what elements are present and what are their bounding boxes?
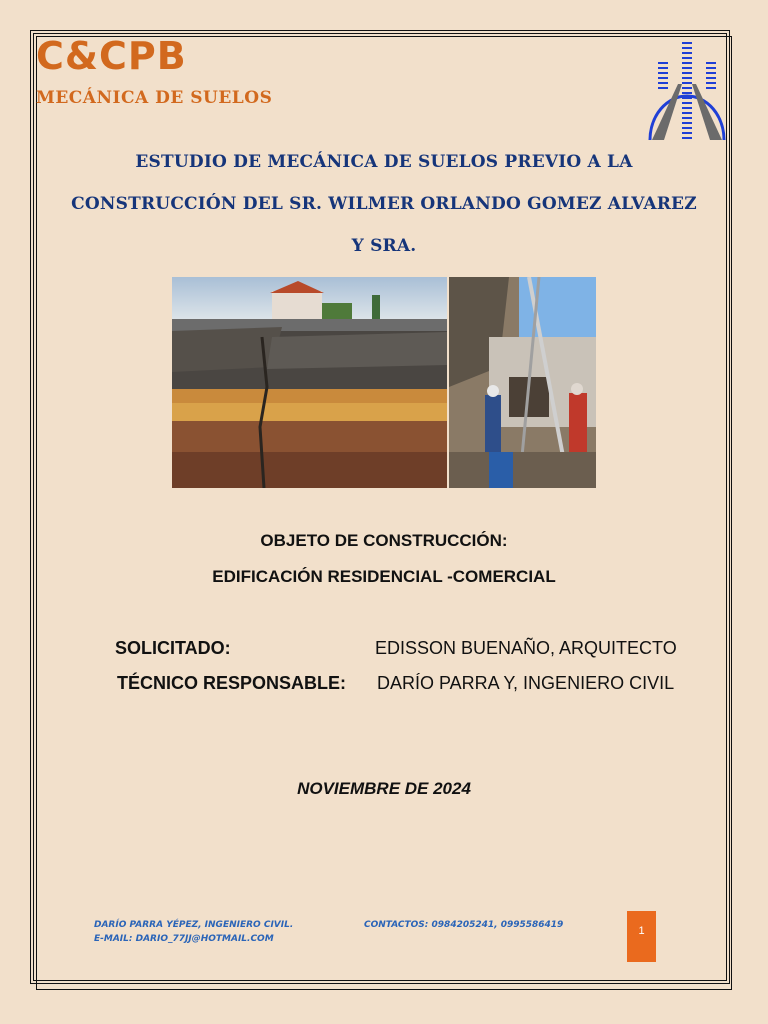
footer-author: DARÍO PARRA YÉPEZ, INGENIERO CIVIL. — [94, 920, 294, 930]
title-line-1: ESTUDIO DE MECÁNICA DE SUELOS PREVIO A LA — [135, 152, 633, 172]
drilling-rig-image — [449, 277, 596, 488]
page-border — [30, 30, 730, 984]
brand-name: C&CPB — [36, 34, 187, 78]
object-label: OBJETO DE CONSTRUCCIÓN: — [260, 531, 508, 550]
requested-label: SOLICITADO: — [115, 638, 231, 658]
object-value: EDIFICACIÓN RESIDENCIAL -COMERCIAL — [212, 567, 556, 586]
technician-value: DARÍO PARRA Y, INGENIERO CIVIL — [377, 673, 675, 693]
company-logo-icon — [644, 40, 728, 144]
technician-label: TÉCNICO RESPONSABLE: — [117, 673, 347, 693]
brand-subtitle: MECÁNICA DE SUELOS — [36, 88, 273, 108]
page-number: 1 — [627, 911, 656, 962]
footer-email: E-MAIL: DARIO_77JJ@HOTMAIL.COM — [94, 934, 274, 944]
requested-value: EDISSON BUENAÑO, ARQUITECTO — [375, 638, 677, 658]
footer-contacts: CONTACTOS: 0984205241, 0995586419 — [364, 920, 564, 930]
title-line-3: Y SRA. — [351, 236, 417, 256]
document-date: NOVIEMBRE DE 2024 — [297, 779, 471, 798]
title-line-2: CONSTRUCCIÓN DEL SR. WILMER ORLANDO GOMEZ ALVAREZ — [71, 194, 697, 214]
soil-cross-section-image — [172, 277, 447, 488]
